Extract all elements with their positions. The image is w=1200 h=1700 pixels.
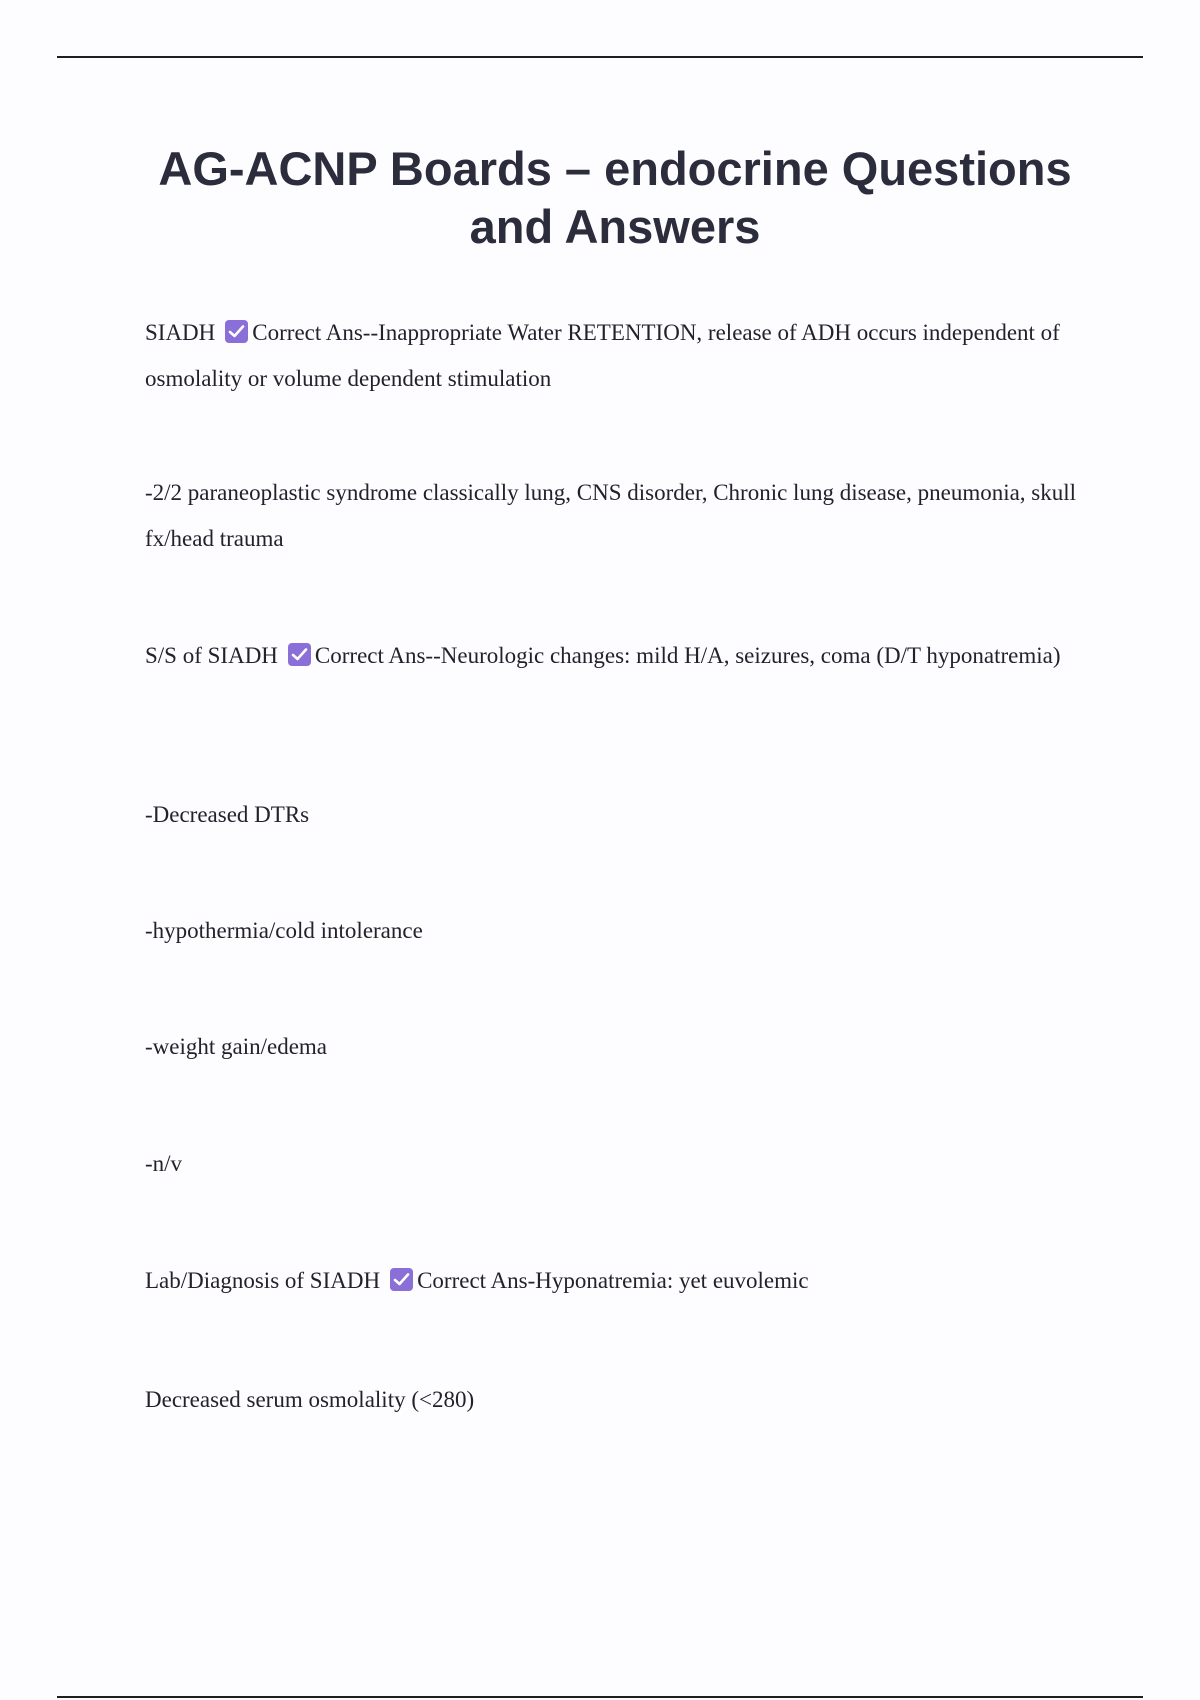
checkbox-checked-icon [288,643,311,666]
answer-detail: -hypothermia/cold intolerance [145,918,423,943]
answer-detail: -Decreased DTRs [145,802,310,827]
bottom-divider [57,1696,1143,1698]
answer-detail: -n/v [145,1151,183,1176]
question-term: Lab/Diagnosis of SIADH [145,1268,381,1293]
answer-text: Correct Ans--Neurologic changes: mild H/A, seizures, coma (D/T hyponatremia) [314,643,1061,668]
answer-detail: -2/2 paraneoplastic syndrome classically lung, CNS disorder, Chronic lung disease, pneumonia, skull fx/head trauma [145,480,1077,551]
answer-text: Correct Ans-Hyponatremia: yet euvolemic [417,1268,809,1293]
checkbox-checked-icon [225,320,248,343]
top-divider [57,56,1143,58]
question-term: S/S of SIADH [145,643,278,668]
question-term: SIADH [145,320,216,345]
qa-entry [145,633,1095,679]
answer-text: Correct Ans--Inappropriate Water RETENTION, release of ADH occurs independent of osmolality or volume dependent stimulation [145,320,1060,391]
checkbox-checked-icon [390,1268,413,1291]
page-title: AG-ACNP Boards – endocrine Questions and Answers [158,142,1072,253]
answer-detail: Decreased serum osmolality (<280) [145,1387,475,1412]
qa-entry [145,310,1095,402]
qa-entry [145,1258,1095,1304]
answer-detail: -weight gain/edema [145,1034,328,1059]
